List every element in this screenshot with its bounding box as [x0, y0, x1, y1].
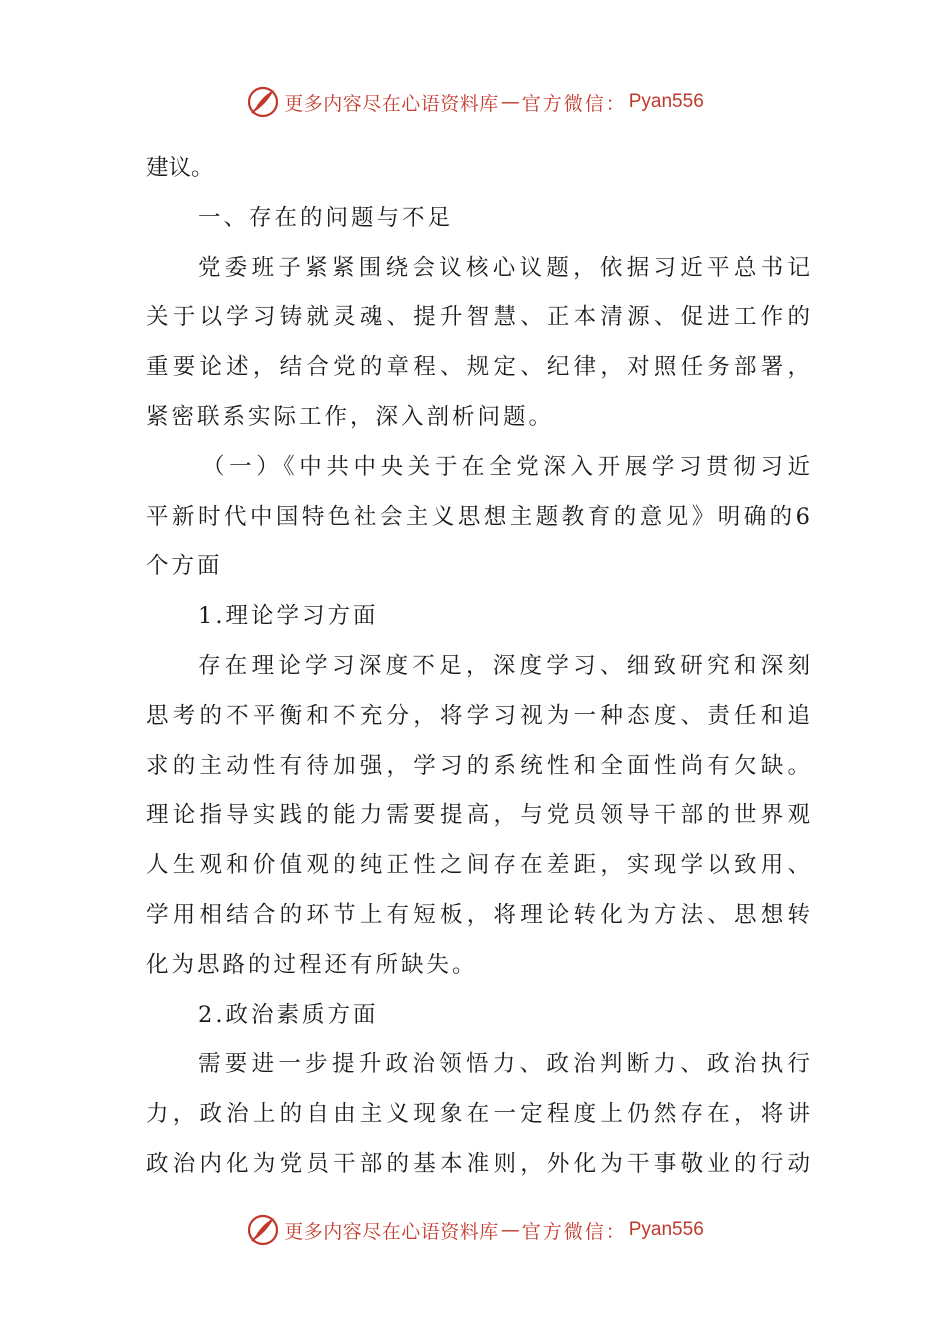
body-line: 党委班子紧紧围绕会议核心议题，依据习近平总书记 [198, 254, 810, 281]
quill-logo-icon [246, 1213, 280, 1247]
quill-logo-icon [246, 85, 280, 119]
body-line: 思考的不平衡和不充分，将学习视为一种态度、责任和追 [146, 702, 810, 729]
watermark-banner-bottom [0, 1210, 950, 1250]
watermark-separator: — [500, 91, 520, 113]
watermark-wechat-id: Pyan556 [628, 1219, 704, 1240]
watermark-wechat-id: Pyan556 [628, 91, 704, 112]
watermark-separator: — [500, 1219, 520, 1241]
body-line: 求的主动性有待加强，学习的系统性和全面性尚有欠缺。 [146, 752, 810, 779]
body-line: 人生观和价值观的纯正性之间存在差距，实现学以致用、 [146, 852, 810, 879]
section-heading: 一、存在的问题与不足 [198, 204, 454, 231]
watermark-wechat-label: 官方微信： [521, 1220, 627, 1243]
body-line: 政治内化为党员干部的基本准则，外化为干事敬业的行动 [146, 1150, 810, 1177]
body-line: 需要进一步提升政治领悟力、政治判断力、政治执行 [198, 1051, 810, 1078]
item-heading: 2.政治素质方面 [198, 1001, 379, 1028]
item-heading: 1.理论学习方面 [198, 603, 379, 630]
body-line: 个方面 [146, 553, 223, 580]
watermark-banner-top [0, 82, 950, 122]
body-line: 建议。 [146, 155, 214, 181]
body-line: 力，政治上的自由主义现象在一定程度上仍然存在，将讲 [146, 1101, 810, 1128]
body-line: 化为思路的过程还有所缺失。 [146, 951, 478, 978]
body-line: 紧密联系实际工作，深入剖析问题。 [146, 403, 555, 430]
watermark-main-text: 更多内容尽在心语资料库 [284, 1220, 499, 1243]
subsection-heading: （一）《中共中央关于在全党深入开展学习贯彻习近 [202, 453, 810, 480]
body-line: 重要论述，结合党的章程、规定、纪律，对照任务部署， [146, 354, 810, 381]
watermark-main-text: 更多内容尽在心语资料库 [284, 92, 499, 115]
body-line: 学用相结合的环节上有短板，将理论转化为方法、思想转 [146, 901, 810, 928]
body-line: 平新时代中国特色社会主义思想主题教育的意见》明确的6 [146, 503, 810, 530]
body-line: 关于以学习铸就灵魂、提升智慧、正本清源、促进工作的 [146, 304, 810, 331]
watermark-wechat-label: 官方微信： [521, 92, 627, 115]
body-line: 理论指导实践的能力需要提高，与党员领导干部的世界观 [146, 802, 810, 829]
document-body [146, 144, 810, 1190]
body-line: 存在理论学习深度不足，深度学习、细致研究和深刻 [198, 652, 810, 679]
